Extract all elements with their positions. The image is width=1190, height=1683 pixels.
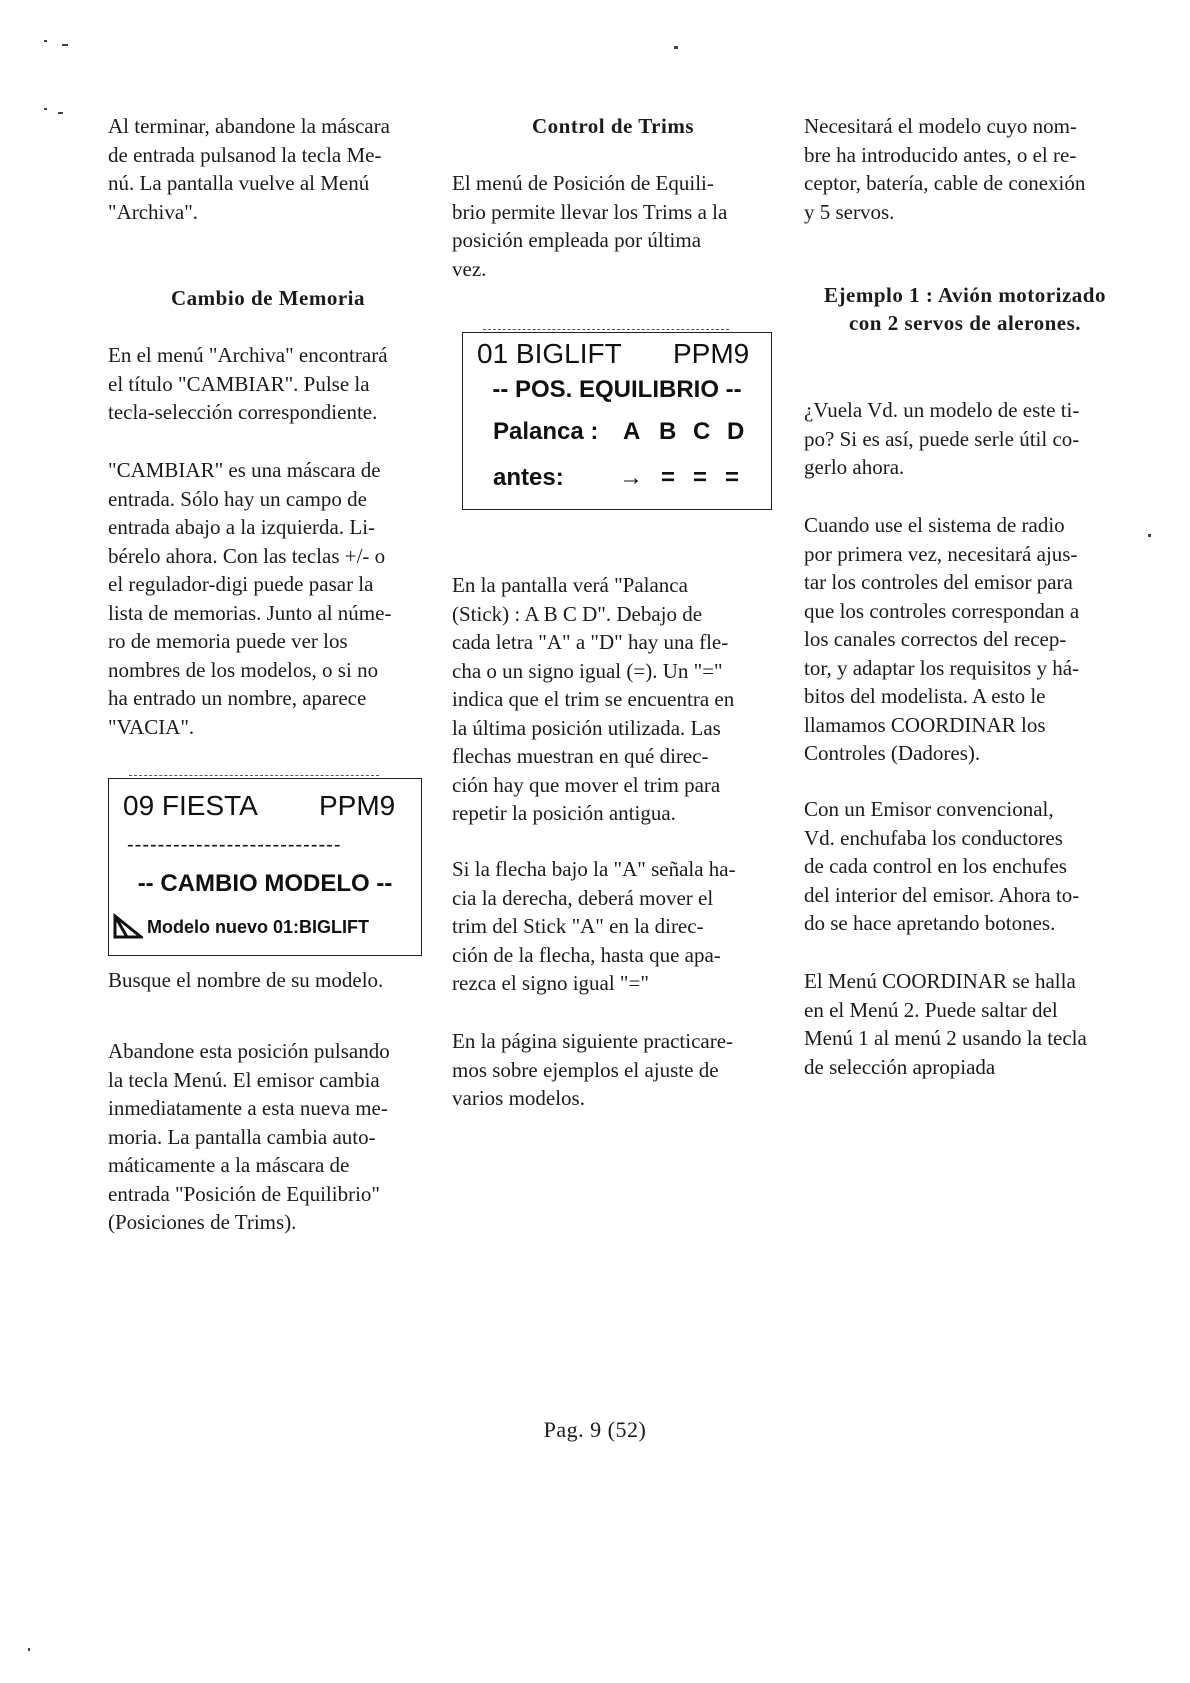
- screen-top-edge: [129, 775, 379, 776]
- trim-equal-c: =: [693, 464, 708, 491]
- screen-title: -- CAMBIO MODELO --: [137, 870, 393, 897]
- stick-letter-c: C: [693, 418, 711, 445]
- paragraph: Abandone esta posición pulsando la tecla Menú. El emisor cambia inmediatamente a esta nueva me- moria. La pantalla cambia auto- máticamente a la máscara de entrada "Posición de Equilibrio" (Posiciones de Trims).: [108, 1039, 390, 1234]
- page-number: Pag. 9 (52): [543, 1417, 647, 1442]
- section-heading: Control de Trims: [531, 114, 694, 138]
- section-heading: Ejemplo 1 : Avión motorizado con 2 servos de alerones.: [824, 283, 1106, 335]
- trim-arrow-right-icon: →: [619, 464, 643, 491]
- screen-row-label: Modelo nuevo 01:BIGLIFT: [147, 917, 370, 937]
- scan-speck: [62, 44, 68, 46]
- paragraph: Al terminar, abandone la máscara de entrada pulsanod la tecla Me- nú. La pantalla vuelve al Menú "Archiva".: [108, 114, 390, 224]
- stick-letter-b: B: [659, 418, 677, 445]
- paragraph: ¿Vuela Vd. un modelo de este ti- po? Si es así, puede serle útil co- gerlo ahora.: [804, 398, 1080, 479]
- palanca-label: Palanca :: [493, 418, 599, 445]
- paragraph: Si la flecha bajo la "A" señala ha- cia la derecha, deberá mover el trim del Stick "A" en la direc- ción de la flecha, hasta que apa- rezca el signo igual "=": [452, 857, 736, 995]
- lcd-screen-cambio-modelo: [108, 778, 422, 956]
- screen-separator: ----------------------------: [127, 835, 342, 855]
- screen-model-name: 09 FIESTA: [123, 790, 258, 821]
- section-heading: Cambio de Memoria: [171, 286, 365, 310]
- lcd-screen-pos-equilibrio: [462, 332, 772, 510]
- scan-speck: [28, 1648, 30, 1651]
- screen-title: -- POS. EQUILIBRIO --: [492, 376, 742, 403]
- stick-letter-d: D: [727, 418, 745, 445]
- screen-model-name: 01 BIGLIFT: [477, 338, 622, 369]
- paragraph: Con un Emisor convencional, Vd. enchufaba los conductores de cada control en los enchufes del interior del emisor. Ahora to- do se hace apretando botones.: [804, 797, 1080, 935]
- paragraph: El menú de Posición de Equili- brio permite llevar los Trims a la posición empleada por última vez.: [452, 171, 728, 281]
- stick-letter-a: A: [623, 418, 641, 445]
- paragraph: Necesitará el modelo cuyo nom- bre ha introducido antes, o el re- ceptor, batería, cable de conexión y 5 servos.: [804, 114, 1086, 224]
- trim-equal-b: =: [661, 464, 676, 491]
- paragraph: Busque el nombre de su modelo.: [108, 968, 384, 992]
- antes-label: antes:: [493, 464, 564, 491]
- scan-speck: [58, 112, 63, 114]
- paragraph: El Menú COORDINAR se halla en el Menú 2. Puede saltar del Menú 1 al menú 2 usando la tecla de selección apropiada: [804, 969, 1087, 1079]
- paragraph: En la pantalla verá "Palanca (Stick) : A B C D". Debajo de cada letra "A" a "D" hay una fle- cha o un signo igual (=). Un "=" indica que el trim se encuentra en la última posición utilizada. Las flechas muestran en qué direc- ción hay que mover el trim para repetir la posición antigua.: [452, 573, 735, 825]
- paragraph: Cuando use el sistema de radio por primera vez, necesitará ajus- tar los controles del emisor para que los controles correspondan a los canales correctos del recep- tor, y adaptar los requisitos y há- bitos del modelista. A esto le llamamos COORDINAR los Controles (Dadores).: [804, 513, 1080, 765]
- screen-mode: PPM9: [673, 338, 750, 369]
- scan-speck: [1148, 534, 1151, 537]
- scan-speck: [44, 40, 47, 42]
- paragraph: En la página siguiente practicare- mos sobre ejemplos el ajuste de varios modelos.: [452, 1029, 734, 1110]
- scan-speck: [44, 108, 47, 110]
- scan-speck: [674, 46, 678, 49]
- trim-equal-d: =: [725, 464, 740, 491]
- paragraph: En el menú "Archiva" encontrará el título "CAMBIAR". Pulse la tecla-selección correspondiente.: [108, 343, 388, 424]
- screen-mode: PPM9: [319, 790, 396, 821]
- cursor-arrow-icon: [113, 913, 143, 939]
- screen-top-edge: [483, 329, 729, 330]
- paragraph: "CAMBIAR" es una máscara de entrada. Sólo hay un campo de entrada abajo a la izquierda. Li- bérelo ahora. Con las teclas +/- o el regulador-digi puede pasar la lista de memorias. Junto al núme- ro de memoria puede ver los nombres de los modelos, o si no ha entrado un nombre, aparece "VACIA".: [108, 458, 392, 739]
